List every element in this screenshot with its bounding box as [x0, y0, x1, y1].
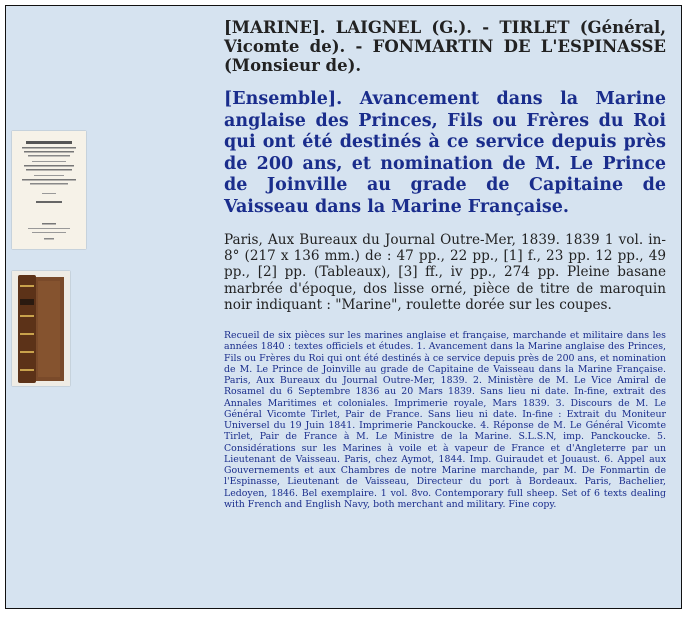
publication-details: Paris, Aux Bureaux du Journal Outre-Mer, 1839. 1839 1 vol. in-8° (217 x 136 mm.) de : 47 pp., 22 pp., [1] f., 23 pp. 12 pp., 49 pp., [2] pp. (Tableaux), [3] ff., iv pp., 274 pp. Pleine basane marbrée d'époque, dos lisse orné, pièce de titre de maroquin noir indiquant : "Marine", roulette dorée sur les coupes.: [224, 232, 666, 313]
book-description: Recueil de six pièces sur les marines anglaise et française, marchande et militaire dans les années 1840 : textes officiels et études. 1. Avancement dans la Marine anglaise des Princes, Fils ou Frères du Roi qui ont été destinés à ce service depuis près de 200 ans, et nomination de M. Le Prince de Joinville au grade de Capitaine de Vaisseau dans la Marine Française. Paris, Aux Bureaux du Journal Outre-Mer, 1839. 2. Ministère de M. Le Vice Amiral de Rosamel du 6 Septembre 1836 au 20 Mars 1839. Sans lieu ni date. In-fine, extrait des Annales Maritimes et coloniales. Imprimerie royale, Mars 1839. 3. Discours de M. Le Général Vicomte Tirlet, Pair de France. Sans lieu ni date. In-fine : Extrait du Moniteur Universel du 19 Juin 1841. Imprimerie Panckoucke. 4. Réponse de M. Le Général Vicomte Tirlet, Pair de France à M. Le Ministre de la Marine. S.L.S.N, imp. Panckoucke. 5. Considérations sur les Marines à voile et à vapeur de France et d'Angleterre par un Lieutenant de Vaisseau. Paris, chez Aymot, 1844. Imp. Guiraudet et Jouaust. 6. Appel aux Gouvernements et aux Chambres de notre Marine marchande, par M. De Fonmartin de l'Espinasse, Lieutenant de Vaisseau, Directeur du port à Bordeaux. Paris, Bachelier, Ledoyen, 1846. Bel exemplaire. 1 vol. 8vo. Contemporary full sheep. Set of 6 texts dealing with French and English Navy, both merchant and military. Fine copy.: [224, 330, 666, 510]
book-title: [Ensemble]. Avancement dans la Marine anglaise des Princes, Fils ou Frères du Roi qui ont été destinés à ce service depuis près de 200 ans, et nomination de M. Le Prince de Joinville au grade de Capitaine de Vaisseau dans la Marine Française.: [224, 89, 666, 217]
title-page-thumbnail[interactable]: [12, 131, 86, 249]
author-heading: [MARINE]. LAIGNEL (G.). - TIRLET (Général, Vicomte de). - FONMARTIN DE L'ESPINASSE (Monsieur de).: [224, 18, 666, 75]
book-binding-icon: [12, 271, 70, 386]
book-binding-thumbnail[interactable]: [12, 271, 70, 386]
title-page-icon: [12, 131, 86, 249]
listing-content: [224, 18, 666, 510]
listing-frame: [5, 5, 682, 609]
